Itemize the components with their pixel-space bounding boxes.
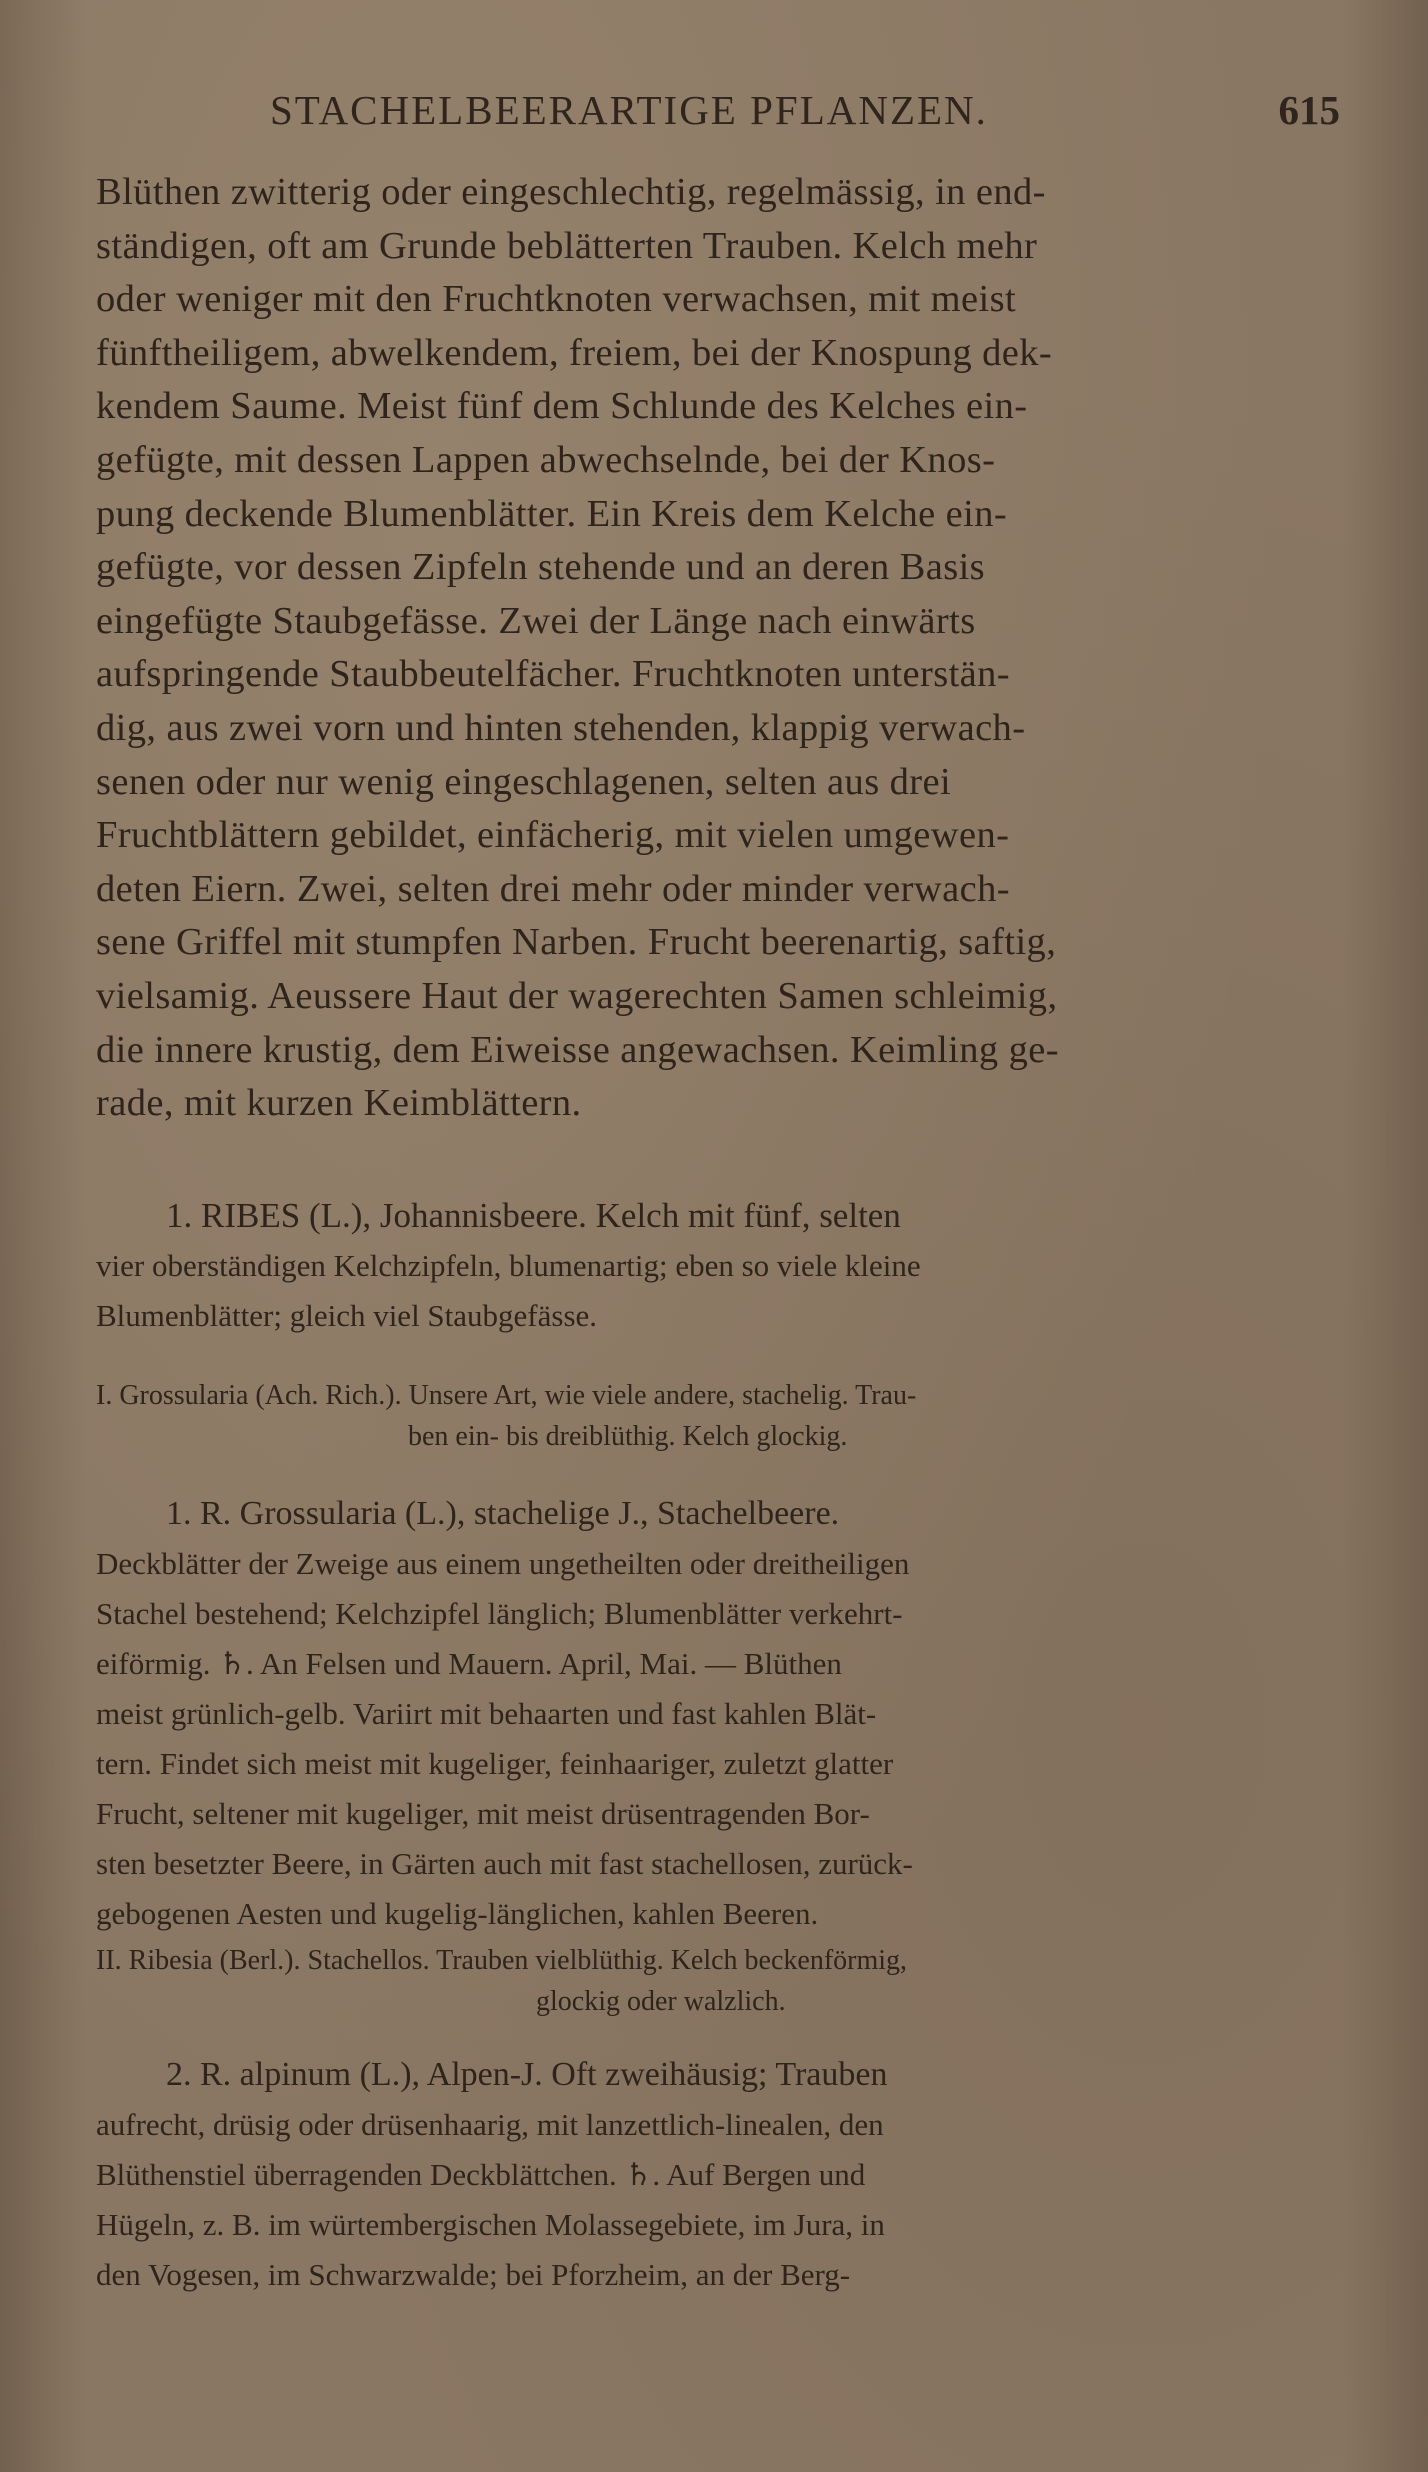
genus-ribes [96,1191,1342,1341]
text-line: kendem Saume. Meist fünf dem Schlunde des Kelches ein- [96,385,1028,428]
text-line: meist grünlich-gelb. Variirt mit behaarten und fast kahlen Blät- [96,1696,877,1731]
text-line: Frucht, seltener mit kugeliger, mit meist drüsentragenden Bor- [96,1796,870,1831]
text-line: den Vogesen, im Schwarzwalde; bei Pforzheim, an der Berg- [96,2257,851,2292]
text-line: oder weniger mit den Fruchtknoten verwachsen, mit meist [96,278,1017,321]
running-header [270,86,1340,146]
text-line: Stachel bestehend; Kelchzipfel länglich; Blumenblätter verkehrt- [96,1596,903,1631]
text-line: sten besetzter Beere, in Gärten auch mit fast stachellosen, zurück- [96,1846,913,1881]
header-title: STACHELBEERARTIGE PFLANZEN. [270,87,988,133]
family-description [96,166,1342,1131]
text-line: glockig oder walzlich. [536,1986,786,2017]
section-ribesia [96,1940,1342,2022]
text-line: Blüthen zwitterig oder eingeschlechtig, regelmässig, in end- [96,171,1046,213]
text-line: fünftheiligem, abwelkendem, freiem, bei der Knospung dek- [96,331,1053,374]
section-heading: II. Ribesia (Berl.). Stachellos. Trauben vielblüthig. Kelch beckenförmig, [96,1945,908,1976]
text-line: aufrecht, drüsig oder drüsenhaarig, mit lanzettlich-linealen, den [96,2107,884,2142]
page-number: 615 [1278,87,1340,133]
text-line: gefügte, vor dessen Zipfeln stehende und an deren Basis [96,546,986,589]
text-line: pung deckende Blumenblätter. Ein Kreis dem Kelche ein- [96,492,1008,535]
text-line: gefügte, mit dessen Lappen abwechselnde, bei der Knos- [96,438,996,481]
text-line: eingefügte Staubgefässe. Zwei der Länge nach einwärts [96,599,976,642]
text-line: Fruchtblättern gebildet, einfächerig, mit vielen umgewen- [96,814,1010,857]
text-line: tern. Findet sich meist mit kugeliger, feinhaariger, zuletzt glatter [96,1746,894,1781]
section-grossularia [96,1375,1342,1457]
text-line: rade, mit kurzen Keimblättern. [96,1082,582,1125]
text-line: ständigen, oft am Grunde beblätterten Trauben. Kelch mehr [96,224,1038,267]
species-heading: 2. R. alpinum (L.), Alpen-J. Oft zweihäusig; Trauben [166,2056,888,2093]
text-line: sene Griffel mit stumpfen Narben. Frucht beerenartig, saftig, [96,921,1057,964]
text-line: Blüthenstiel überragenden Deckblättchen. ♄. Auf Bergen und [96,2157,866,2192]
text-line: Blumenblätter; gleich viel Staubgefässe. [96,1298,598,1333]
section-heading: I. Grossularia (Ach. Rich.). Unsere Art, wie viele andere, stachelig. Trau- [96,1380,917,1411]
species-heading: 1. R. Grossularia (L.), stachelige J., Stachelbeere. [166,1495,840,1532]
text-line: deten Eiern. Zwei, selten drei mehr oder minder verwach- [96,867,1010,910]
text-line: dig, aus zwei vorn und hinten stehenden, klappig verwach- [96,706,1026,749]
species-grossularia [96,1489,1342,1939]
text-line: die innere krustig, dem Eiweisse angewachsen. Keimling ge- [96,1028,1059,1071]
text-line: Hügeln, z. B. im würtembergischen Molassegebiete, im Jura, in [96,2207,885,2242]
text-line: eiförmig. ♄. An Felsen und Mauern. April, Mai. — Blüthen [96,1646,842,1681]
text-line: vier oberständigen Kelchzipfeln, blumenartig; eben so viele kleine [96,1248,921,1283]
text-line: vielsamig. Aeussere Haut der wagerechten Samen schleimig, [96,974,1058,1017]
text-line: aufspringende Staubbeutelfächer. Fruchtknoten unterstän- [96,653,1011,696]
text-line: Deckblätter der Zweige aus einem ungetheilten oder dreitheiligen [96,1546,910,1581]
genus-heading: 1. RIBES (L.), Johannisbeere. Kelch mit fünf, selten [166,1196,901,1235]
text-line: gebogenen Aesten und kugelig-länglichen, kahlen Beeren. [96,1896,819,1931]
text-line: senen oder nur wenig eingeschlagenen, selten aus drei [96,760,952,803]
text-line: ben ein- bis dreiblüthig. Kelch glockig. [408,1421,848,1452]
species-alpinum [96,2050,1342,2300]
